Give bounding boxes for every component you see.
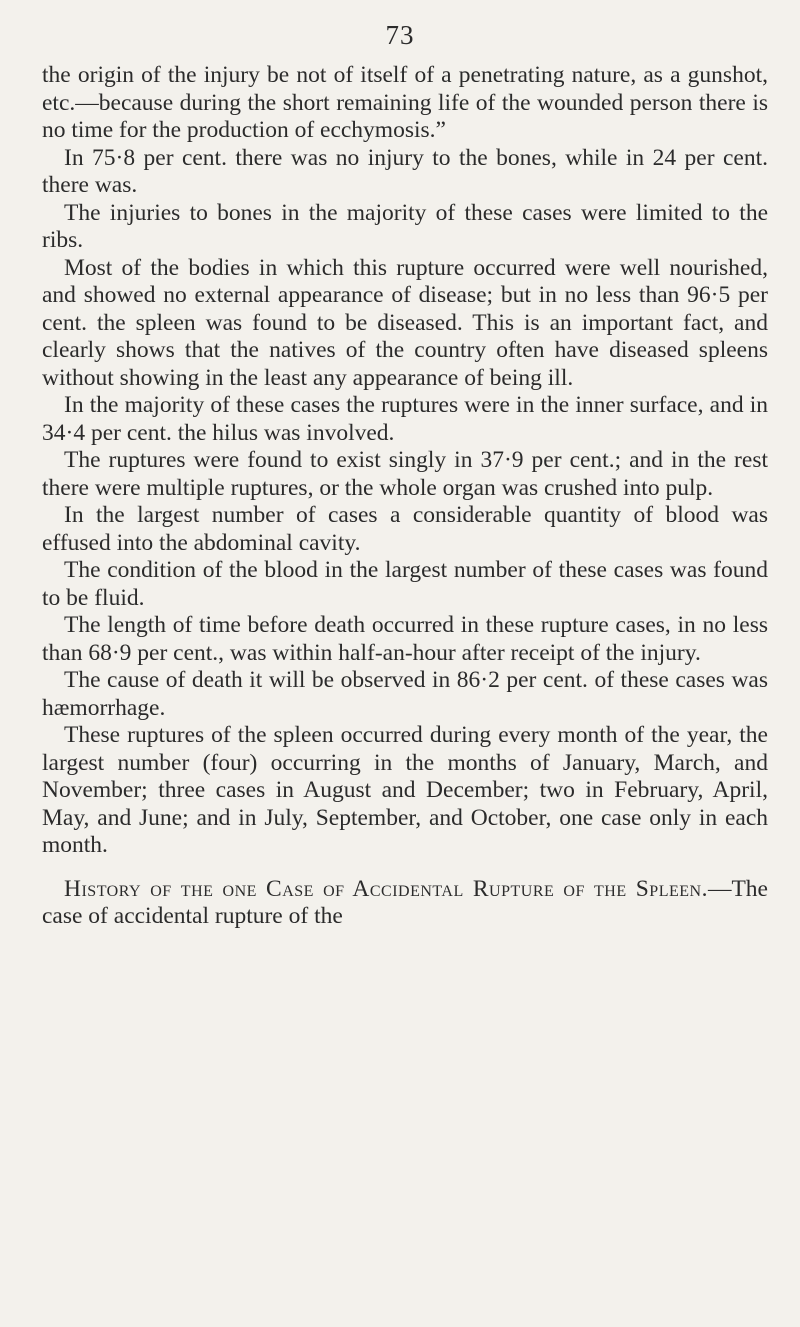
- paragraph: These ruptures of the spleen occurred during every month of the year, the largest number (four) occurring in the months of January, March, and November; three cases in August and December; two in February, April, May, and June; and in July, September, and October, one case only in each month.: [42, 722, 768, 858]
- body-text: [42, 62, 768, 931]
- paragraph: The injuries to bones in the majority of these cases were limited to the ribs.: [42, 199, 768, 253]
- page-number: 73: [385, 20, 415, 50]
- paragraph: In the largest number of cases a considerable quantity of blood was effused into the abdominal cavity.: [42, 502, 768, 556]
- paragraph: The cause of death it will be observed in 86·2 per cent. of these cases was hæmorrhage.: [42, 667, 768, 721]
- section-text: —The case of accidental rupture of the: [42, 875, 768, 929]
- section-heading: History of the one Case of Accidental Rupture of the Spleen.: [64, 875, 708, 902]
- paragraph: The ruptures were found to exist singly in 37·9 per cent.; and in the rest there were multiple ruptures, or the whole organ was crushed into pulp.: [42, 447, 768, 501]
- paragraph: In the majority of these cases the ruptures were in the inner surface, and in 34·4 per cent. the hilus was involved.: [42, 392, 768, 446]
- paragraph: the origin of the injury be not of itself of a penetrating nature, as a gunshot, etc.—because during the short remaining life of the wounded person there is no time for the production of ecchymosis.”: [42, 62, 768, 143]
- paragraph: The condition of the blood in the largest number of these cases was found to be fluid.: [42, 557, 768, 611]
- paragraph: The length of time before death occurred in these rupture cases, in no less than 68·9 per cent., was within half-an-hour after receipt of the injury.: [42, 612, 768, 666]
- section-paragraph: [42, 876, 768, 931]
- paragraph: Most of the bodies in which this rupture occurred were well nourished, and showed no external appearance of disease; but in no less than 96·5 per cent. the spleen was found to be diseased. This is an important fact, and clearly shows that the natives of the country often have diseased spleens without showing in the least any appearance of being ill.: [42, 254, 768, 391]
- paragraph: In 75·8 per cent. there was no injury to the bones, while in 24 per cent. there was.: [42, 144, 768, 198]
